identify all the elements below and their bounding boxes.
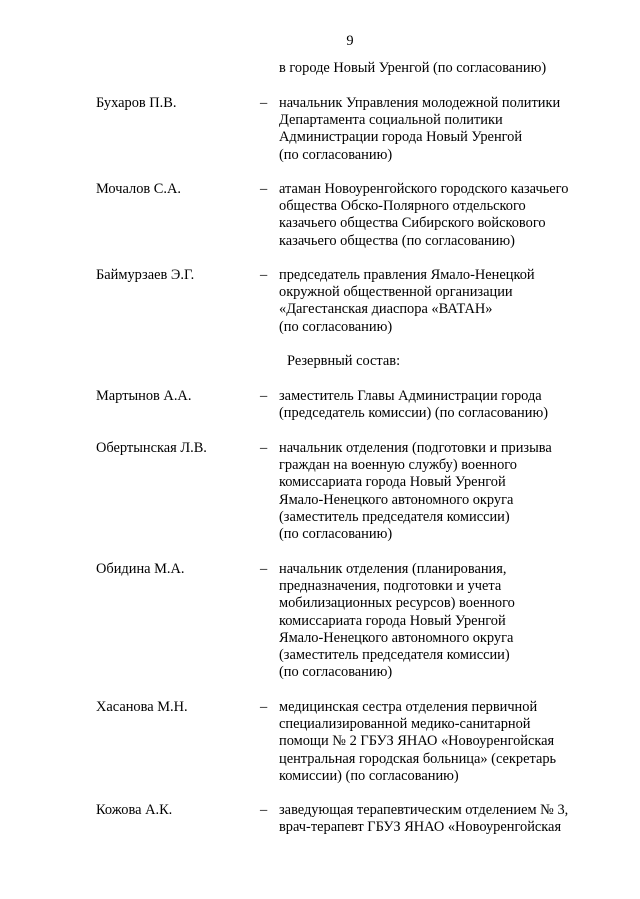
position-line: казачьего общества (по согласованию) [279,232,515,249]
reserve-heading: Резервный состав: [287,353,401,369]
position-line: (председатель комиссии) (по согласованию) [279,405,549,422]
position-line: (по согласованию) [279,146,393,163]
page-number: 9 [346,33,354,49]
entry-dash: – [260,267,268,283]
entry-dash: – [260,699,268,715]
member-position [279,699,556,785]
position-line: мобилизационных ресурсов) военного [279,595,515,612]
member-position [279,440,552,543]
member-name: Хасанова М.Н. [96,699,188,715]
member-position [279,561,515,681]
position-line: казачьего общества Сибирского войскового [279,215,546,232]
entry-dash: – [260,95,268,111]
member-name: Бухаров П.В. [96,95,177,111]
position-line: (заместитель председателя комиссии) [279,508,510,525]
position-line: общества Обско-Полярного отдельского [279,198,526,215]
position-line: «Дагестанская диаспора «ВАТАН» [279,301,493,318]
member-name: Обидина М.А. [96,561,185,577]
member-position [279,388,548,422]
member-name: Обертынская Л.В. [96,440,207,456]
member-name: Баймурзаев Э.Г. [96,267,195,283]
position-line: Департамента социальной политики [279,112,503,129]
position-line: заместитель Главы Администрации города [279,388,542,404]
continuation-line: в городе Новый Уренгой (по согласованию) [279,60,547,76]
position-line: центральная городская больница» (секретарь [279,750,557,767]
position-line: начальник отделения (планирования, [279,561,507,577]
position-line: граждан на военную службу) военного [279,457,517,474]
position-line: комиссии) (по согласованию) [279,767,459,784]
member-position [279,181,568,250]
position-line: врач-терапевт ГБУЗ ЯНАО «Новоуренгойская [279,819,562,836]
entry-dash: – [260,181,268,197]
position-line: председатель правления Ямало-Ненецкой [279,267,535,283]
position-line: атаман Новоуренгойского городского казачьего [279,181,569,197]
member-position [279,95,560,164]
member-position [279,267,535,336]
position-line: начальник Управления молодежной политики [279,95,561,111]
entry-dash: – [260,802,268,818]
position-line: (заместитель председателя комиссии) [279,647,510,664]
member-name: Мартынов А.А. [96,388,192,404]
position-line: Ямало-Ненецкого автономного округа [279,629,514,646]
member-name: Мочалов С.А. [96,181,181,197]
position-line: комиссариата города Новый Уренгой [279,474,506,491]
member-name: Кожова А.К. [96,802,173,818]
position-line: Администрации города Новый Уренгой [279,129,523,146]
position-line: (по согласованию) [279,526,393,543]
entry-dash: – [260,388,268,404]
position-line: заведующая терапевтическим отделением № 3, [279,802,569,818]
position-line: начальник отделения (подготовки и призыва [279,440,552,456]
position-line: Ямало-Ненецкого автономного округа [279,491,514,508]
position-line: окружной общественной организации [279,284,513,301]
position-line: (по согласованию) [279,664,393,681]
position-line: (по согласованию) [279,318,393,335]
entry-dash: – [260,561,268,577]
position-line: помощи № 2 ГБУЗ ЯНАО «Новоуренгойская [279,733,555,750]
position-line: предназначения, подготовки и учета [279,578,502,595]
position-line: комиссариата города Новый Уренгой [279,612,506,629]
position-line: специализированной медико-санитарной [279,716,531,733]
entry-dash: – [260,440,268,456]
member-position [279,802,568,836]
position-line: медицинская сестра отделения первичной [279,699,538,715]
